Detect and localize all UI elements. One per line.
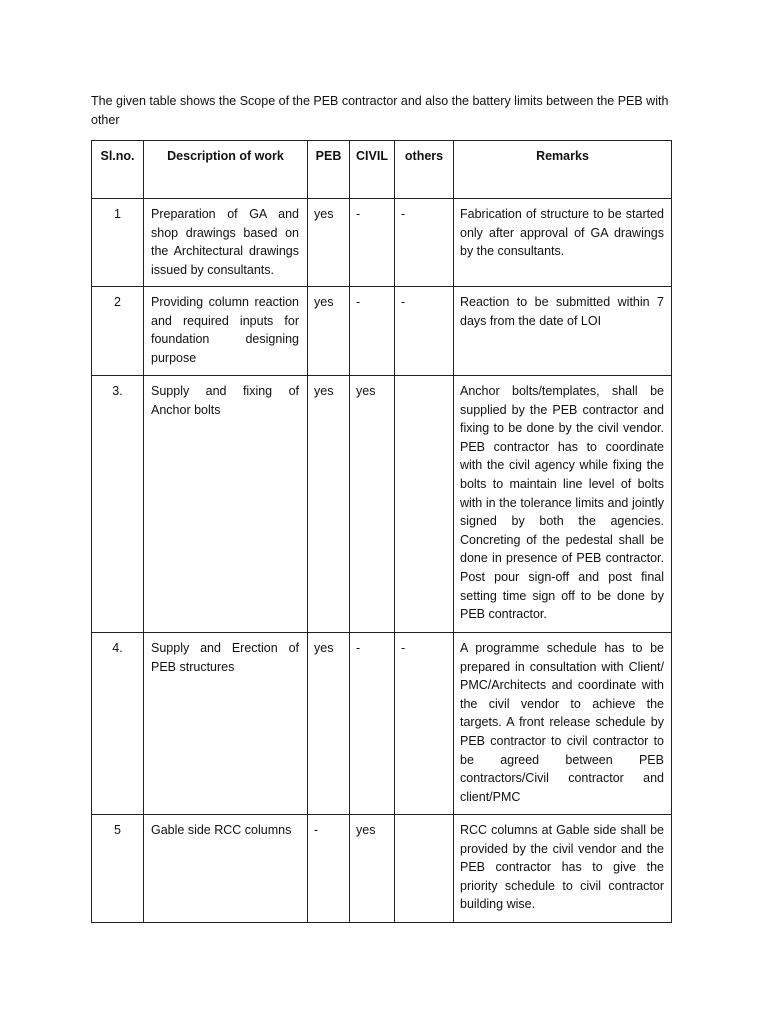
table-header-row (92, 141, 672, 199)
cell-slno: 4. (92, 633, 144, 815)
cell-remarks: A programme schedule has to be prepared in consultation with Client/ PMC/Architects and coordinate with the civil vendor to achieve the targets. A front release schedule by PEB contractor to civil contractor to be agreed between PEB contractors/Civil contractor and client/PMC (454, 633, 672, 815)
header-slno: Sl.no. (92, 141, 144, 199)
cell-civil: - (350, 633, 395, 815)
cell-others (395, 376, 454, 633)
intro-text: The given table shows the Scope of the PEB contractor and also the battery limits between the PEB with other (91, 94, 669, 127)
cell-remarks: RCC columns at Gable side shall be provided by the civil vendor and the PEB contractor has to give the priority schedule to civil contractor building wise. (454, 815, 672, 923)
cell-slno: 2 (92, 287, 144, 376)
cell-civil: yes (350, 815, 395, 923)
cell-description: Preparation of GA and shop drawings based on the Architectural drawings issued by consultants. (144, 199, 308, 287)
cell-description: Supply and Erection of PEB structures (144, 633, 308, 815)
cell-peb: yes (308, 287, 350, 376)
header-description: Description of work (144, 141, 308, 199)
cell-civil: - (350, 287, 395, 376)
cell-peb: yes (308, 376, 350, 633)
cell-others: - (395, 633, 454, 815)
scope-table (91, 140, 672, 923)
table-row (92, 199, 672, 287)
table-row (92, 633, 672, 815)
table-row (92, 376, 672, 633)
cell-description: Providing column reaction and required inputs for foundation designing purpose (144, 287, 308, 376)
cell-slno: 5 (92, 815, 144, 923)
header-peb: PEB (308, 141, 350, 199)
cell-description: Gable side RCC columns (144, 815, 308, 923)
header-civil: CIVIL (350, 141, 395, 199)
cell-remarks: Fabrication of structure to be started only after approval of GA drawings by the consultants. (454, 199, 672, 287)
header-others: others (395, 141, 454, 199)
cell-others (395, 815, 454, 923)
cell-civil: - (350, 199, 395, 287)
cell-others: - (395, 199, 454, 287)
cell-slno: 3. (92, 376, 144, 633)
cell-remarks: Reaction to be submitted within 7 days from the date of LOI (454, 287, 672, 376)
table-row (92, 287, 672, 376)
cell-peb: yes (308, 633, 350, 815)
cell-peb: - (308, 815, 350, 923)
cell-description: Supply and fixing of Anchor bolts (144, 376, 308, 633)
header-remarks: Remarks (454, 141, 672, 199)
table-row (92, 815, 672, 923)
cell-others: - (395, 287, 454, 376)
cell-slno: 1 (92, 199, 144, 287)
cell-remarks: Anchor bolts/templates, shall be supplied by the PEB contractor and fixing to be done by the civil vendor. PEB contractor has to coordinate with the civil agency while fixing the bolts to maintain line level of bolts with in the tolerance limits and jointly signed by both the agencies. Concreting of the pedestal shall be done in presence of PEB contractor. Post pour sign-off and post final setting time sign off to be done by PEB contractor. (454, 376, 672, 633)
cell-civil: yes (350, 376, 395, 633)
cell-peb: yes (308, 199, 350, 287)
